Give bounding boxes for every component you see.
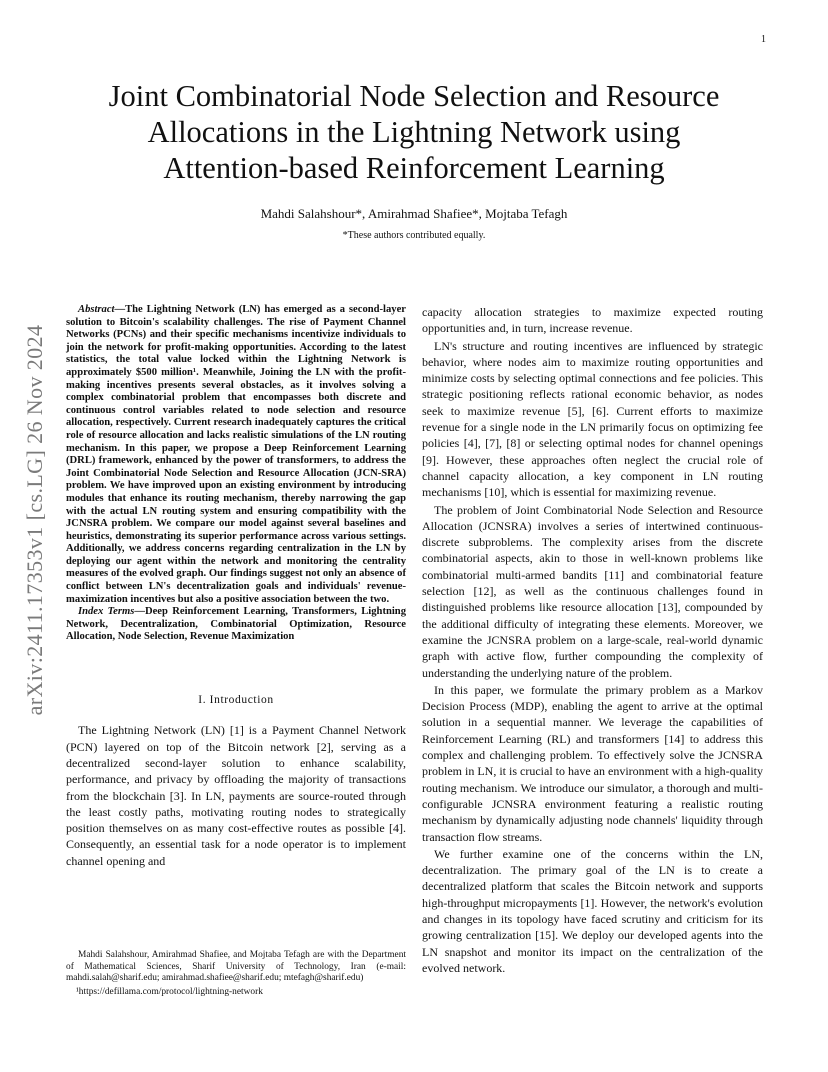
body-paragraph: The problem of Joint Combinatorial Node Selection and Resource Allocation (JCNSRA) involves a series of intertwined continuous-discrete subproblems. The complexity arises from the discrete combinatorial aspects, akin to those in well-known problems like combinatorial multi-armed bandits [11] and combinatorial feature selection [12], as well as the continuous challenges found in distinguished problems like resource allocation [13], compounded by the additional difficulty of integrating these elements. Moreover, we examine the JCNSRA problem on a large-scale, real-world dynamic graph with active flow, further compounding the complexity of understanding the underlying nature of the problem.	[422, 502, 763, 680]
title-line: Allocations in the Lightning Network using	[147, 115, 681, 149]
title-line: Attention-based Reinforcement Learning	[163, 151, 665, 185]
index-terms-label: Index Terms	[78, 606, 135, 618]
abstract-text: —The Lightning Network (LN) has emerged as a second-layer solution to Bitcoin's scalability challenges. The rise of Payment Channel Networks (PCNs) and their specific mechanisms incentivize individuals to join the network for profit-making opportunities. According to the latest statistics, the total value locked within the Lightning Network is approximately $500 million¹. Meanwhile, Joining the LN with the profit-making incentives presents several obstacles, as it involves solving a complex combinatorial problem that encompasses both discrete and continuous control variables related to node selection and resource allocation, respectively. Current research inadequately captures the critical role of resource allocation and lacks realistic simulations of the LN routing mechanism. In this paper, we propose a Deep Reinforcement Learning (DRL) framework, enhanced by the power of transformers, to address the Joint Combinatorial Node Selection and Resource Allocation (JCN-SRA) problem. We have improved upon an existing environment by introducing modules that enhance its routing mechanism, thereby narrowing the gap with the actual LN routing system and ensuring compatibility with the JCNSRA problem. We compare our model against several baselines and heuristics, demonstrating its superior performance across various settings. Additionally, we address concerns regarding centralization in the LN by deploying our agent within the network and monitoring the centrality measures of the evolved graph. Our findings suggest not only an absence of conflict between LN's decentralization goals and individuals' revenue-maximization incentives but also a positive association between the two.	[66, 304, 406, 605]
body-paragraph: In this paper, we formulate the primary problem as a Markov Decision Process (MDP), enabling the agent to arrive at the optimal solution in a sequential manner. We leverage the capabilities of Reinforcement Learning (RL) and transformers [14] to address this complex and challenging problem. To effectively solve the JCNSRA problem in LN, it is crucial to have an environment with a high-quality routing mechanism. We introduce our simulator, a thorough and multi-configurable JCNSRA environment featuring a realistic routing mechanism by dynamically adjusting node channels' liquidity through transaction flow streams.	[422, 682, 763, 844]
affiliation-footnote: Mahdi Salahshour, Amirahmad Shafiee, and Mojtaba Tefagh are with the Department of Mathematical Sciences, Sharif University of Technology, Iran (e-mail: mahdi.salah@sharif.edu; amirahmad.shafiee@sharif.edu; mtefagh@sharif.edu)	[66, 950, 406, 984]
author-list: Mahdi Salahshour*, Amirahmad Shafiee*, Mojtaba Tefagh	[260, 206, 568, 221]
footnotes	[66, 950, 406, 999]
right-column	[422, 304, 763, 976]
abstract	[66, 304, 406, 606]
index-terms-text: —Deep Reinforcement Learning, Transformers, Lightning Network, Decentralization, Combinatorial Optimization, Resource Allocation, Node Selection, Revenue Maximization	[66, 606, 406, 643]
body-paragraph: LN's structure and routing incentives are influenced by strategic behavior, where nodes aim to maximize routing opportunities and minimize costs by selecting optimal connections and fee policies. This strategic positioning reflects rational economic behavior, as nodes seek to maximize revenue [5], [6]. Current efforts to maximize revenue for a single node in the LN primarily focus on optimizing fee policies [4], [7], [8] or selecting optimal nodes for channel openings [9]. However, these approaches often neglect the crucial role of channel capacity allocation, a key component in LN routing mechanisms [10], which is essential for maximizing revenue.	[422, 338, 763, 500]
title-line: Joint Combinatorial Node Selection and Resource	[108, 79, 720, 113]
paper-title	[60, 78, 768, 186]
abstract-label: Abstract	[78, 304, 115, 315]
intro-paragraph: The Lightning Network (LN) [1] is a Payment Channel Network (PCN) layered on top of the Bitcoin network [2], serving as a decentralized second-layer solution to enhance scalability, performance, and privacy by offloading the majority of transactions from the blockchain [3]. In LN, payments are source-routed through the least costly paths, motivating routing nodes to strategically position themselves on as many cost-effective routes as possible [4]. Consequently, an essential task for a node operator is to implement channel opening and	[66, 723, 406, 868]
body-paragraph: We further examine one of the concerns within the LN, decentralization. The primary goal of the LN is to create a decentralized platform that scales the Bitcoin network and supports high-throughput micropayments [1]. However, the network's evolution and changes in its topology have faced scrutiny and criticism for its growing centralization [15]. We deploy our developed agents into the LN snapshot and monitor its impact on the centralization of the evolved network.	[422, 846, 763, 975]
url-footnote[interactable]: ¹https://defillama.com/protocol/lightning-network	[76, 987, 263, 998]
equal-contribution-note: *These authors contributed equally.	[342, 230, 486, 241]
index-terms	[66, 606, 406, 644]
section-heading-introduction: I. Introduction	[198, 694, 274, 707]
arxiv-identifier-stamp[interactable]: arXiv:2411.17353v1 [cs.LG] 26 Nov 2024	[22, 324, 47, 716]
body-paragraph: capacity allocation strategies to maximize expected routing opportunities and, in turn, increase revenue.	[422, 305, 763, 336]
left-column	[66, 304, 406, 869]
page-number: 1	[761, 34, 766, 45]
